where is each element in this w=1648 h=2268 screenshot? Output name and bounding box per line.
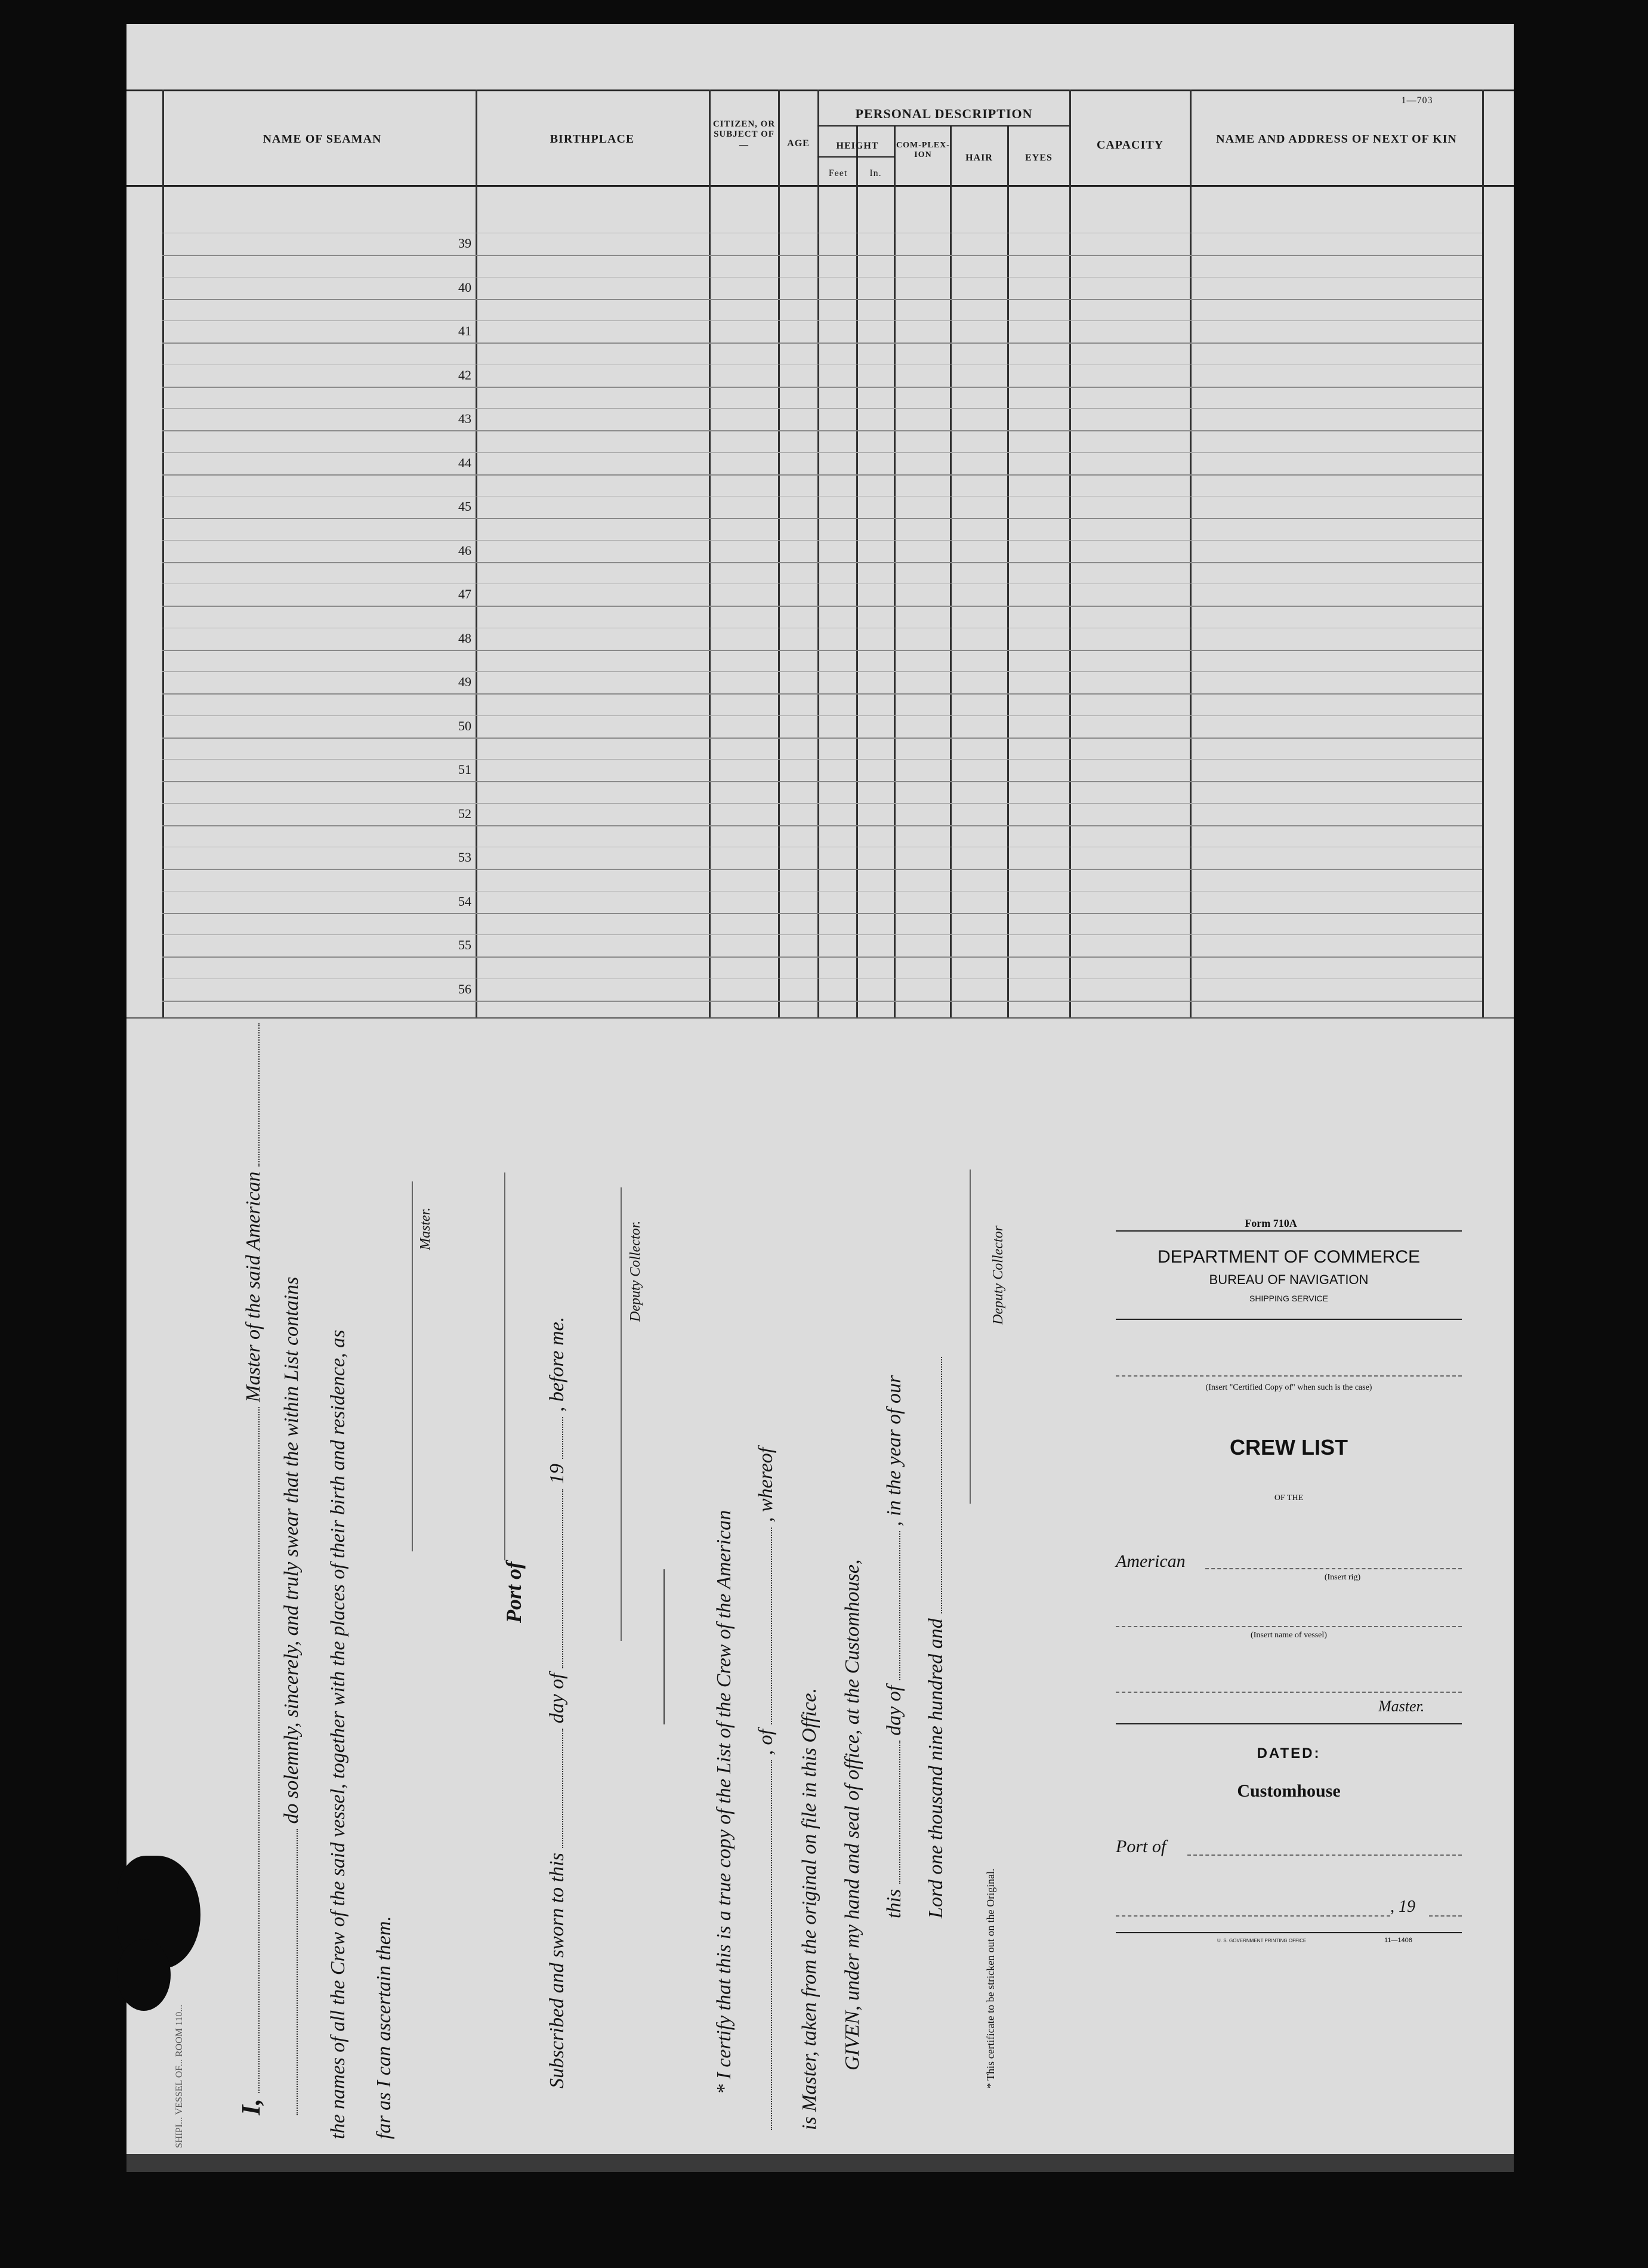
table-row-subrule [162, 671, 1482, 672]
certificate-of-line: , of , whereof [755, 1448, 777, 2130]
height-divider [817, 156, 895, 158]
american-label: American [1116, 1551, 1186, 1571]
col-divider [856, 125, 858, 1017]
row-number: 52 [458, 806, 471, 821]
col-divider [1069, 90, 1071, 1017]
certificate-line-2: is Master, taken from the original on file in this Office. [798, 1687, 820, 2130]
master-label: Master. [418, 1207, 433, 1250]
certificate-footnote: * This certificate to be stricken out on the Original. [985, 1868, 996, 2088]
cover-port-line [1187, 1854, 1462, 1856]
certificate-lord-line: Lord one thousand nine hundred and [925, 1357, 948, 1918]
header-feet: Feet [828, 168, 848, 178]
port-of-label: Port of [502, 1562, 526, 1623]
table-row-rule [162, 913, 1482, 914]
table-row-subrule [162, 759, 1482, 760]
col-divider [709, 90, 711, 1017]
table-row-subrule [162, 540, 1482, 541]
separator-line [663, 1569, 665, 1724]
table-row-rule [162, 825, 1482, 826]
row-number: 43 [458, 411, 471, 426]
col-divider [1190, 90, 1192, 1017]
certificate-deputy-label: Deputy Collector [990, 1226, 1006, 1325]
table-row-rule [162, 299, 1482, 300]
row-number: 48 [458, 631, 471, 646]
row-number: 54 [458, 894, 471, 909]
table-row-rule [162, 1001, 1482, 1002]
table-row-rule [162, 781, 1482, 782]
table-row-subrule [162, 452, 1482, 453]
row-number: 49 [458, 674, 471, 689]
header-eyes: EYES [1025, 153, 1053, 163]
header-inches: In. [869, 168, 882, 178]
customhouse-label: Customhouse [1237, 1781, 1341, 1801]
row-number: 51 [458, 762, 471, 777]
oath-line-1: I, Master of the said American [236, 1023, 266, 2115]
certified-copy-line [1116, 1375, 1462, 1377]
table-row-subrule [162, 934, 1482, 935]
table-bottom-border [126, 1017, 1514, 1019]
cover-rule-3 [1116, 1723, 1462, 1724]
insert-vessel: (Insert name of vessel) [1251, 1631, 1327, 1640]
master-name-line [1116, 1692, 1462, 1693]
cover-year-label: , 19 [1390, 1897, 1415, 1916]
row-number: 55 [458, 937, 471, 952]
vessel-line [1116, 1626, 1462, 1627]
certificate-line-1: * I certify that this is a true copy of the List of the Crew of the American [713, 1510, 735, 2094]
service-title: SHIPPING SERVICE [1249, 1294, 1328, 1303]
certificate-deputy-line [970, 1170, 971, 1504]
row-number: 47 [458, 587, 471, 601]
row-number: 42 [458, 368, 471, 382]
paper-tear [117, 1939, 171, 2011]
header-height: HEIGHT [836, 141, 879, 151]
cover-rule-2 [1116, 1319, 1462, 1320]
table-row-rule [162, 650, 1482, 651]
row-number: 41 [458, 323, 471, 338]
row-number: 50 [458, 718, 471, 733]
table-row-rule [162, 474, 1482, 476]
table-row-subrule [162, 803, 1482, 804]
crew-list-title: CREW LIST [1230, 1435, 1348, 1459]
deputy-collector-label: Deputy Collector. [628, 1220, 643, 1322]
oath-line-2: do solemnly, sincerely, and truly swear that the within List contains [280, 1277, 303, 2115]
row-number: 44 [458, 455, 471, 470]
header-birthplace: BIRTHPLACE [550, 132, 635, 146]
row-number: 39 [458, 236, 471, 251]
cover-port-of-label: Port of [1116, 1837, 1166, 1856]
personal-divider [817, 125, 1069, 126]
col-divider [162, 90, 164, 1017]
col-divider [778, 90, 780, 1017]
faded-stamp: SHIPI... VESSEL OF... ROOM 110... [174, 2004, 184, 2148]
cover-rule-top [1116, 1230, 1462, 1232]
deputy-line [621, 1187, 622, 1641]
table-row-rule [162, 956, 1482, 958]
row-number: 56 [458, 982, 471, 996]
row-number: 45 [458, 499, 471, 514]
header-next-of-kin: NAME AND ADDRESS OF NEXT OF KIN [1216, 132, 1457, 146]
certificate-line-3: GIVEN, under my hand and seal of office, at the Customhouse, [841, 1559, 863, 2070]
printer-code: 11—1406 [1384, 1937, 1412, 1944]
header-capacity: CAPACITY [1096, 138, 1164, 152]
cover-date-line [1116, 1915, 1390, 1917]
subscribed-line: Subscribed and sworn to this day of 19 , before me. [546, 1316, 568, 2088]
row-number: 40 [458, 280, 471, 295]
header-name: NAME OF SEAMAN [263, 132, 382, 146]
cover-rule-4 [1116, 1932, 1462, 1933]
col-divider [1482, 90, 1484, 1017]
form-code: 1—703 [1401, 95, 1433, 106]
row-number: 53 [458, 850, 471, 865]
master-signature-line [412, 1181, 413, 1551]
col-divider [476, 90, 477, 1017]
table-row-rule [162, 387, 1482, 388]
oath-line-4: far as I can ascertain them. [373, 1916, 395, 2139]
table-header-bottom-border [126, 185, 1514, 187]
col-divider [894, 125, 896, 1017]
printer-label: U. S. GOVERNMENT PRINTING OFFICE [1217, 1938, 1307, 1943]
of-the-label: OF THE [1274, 1494, 1304, 1502]
table-row-rule [162, 693, 1482, 695]
table-row-rule [162, 430, 1482, 431]
col-divider [817, 90, 819, 1017]
header-age: AGE [787, 138, 810, 149]
port-line [504, 1172, 505, 1560]
insert-rig: (Insert rig) [1324, 1573, 1361, 1582]
col-divider [950, 125, 952, 1017]
col-divider [1007, 125, 1009, 1017]
row-number: 46 [458, 543, 471, 558]
header-citizen: CITIZEN, OR SUBJECT OF— [712, 119, 776, 150]
table-top-border [126, 90, 1514, 91]
cover-year-line [1429, 1915, 1462, 1917]
cover-master-label: Master. [1378, 1698, 1425, 1715]
table-row-rule [162, 869, 1482, 870]
header-personal-description: PERSONAL DESCRIPTION [855, 106, 1033, 121]
table-row-rule [162, 562, 1482, 563]
form-number: Form 710A [1245, 1217, 1297, 1229]
table-row-subrule [162, 408, 1482, 409]
table-row-rule [162, 738, 1482, 739]
table-row-rule [162, 606, 1482, 607]
table-row-subrule [162, 320, 1482, 321]
bureau-title: BUREAU OF NAVIGATION [1209, 1272, 1369, 1287]
oath-line-3: the names of all the Crew of the said vessel, together with the places of their birth and residence, as [327, 1329, 349, 2139]
page-edge [126, 2154, 1514, 2172]
certified-note: (Insert "Certified Copy of" when such is the case) [1205, 1383, 1372, 1392]
department-title: DEPARTMENT OF COMMERCE [1157, 1247, 1421, 1267]
table-row-rule [162, 518, 1482, 519]
table-row-rule [162, 342, 1482, 344]
dated-label: DATED: [1257, 1745, 1321, 1761]
table-row-rule [162, 255, 1482, 256]
header-complexion: COM-PLEX-ION [896, 141, 950, 160]
header-hair: HAIR [965, 153, 993, 163]
rig-line [1205, 1568, 1462, 1569]
certificate-this-line: this day of , in the year of our [883, 1375, 905, 1918]
table-row-subrule [162, 715, 1482, 716]
